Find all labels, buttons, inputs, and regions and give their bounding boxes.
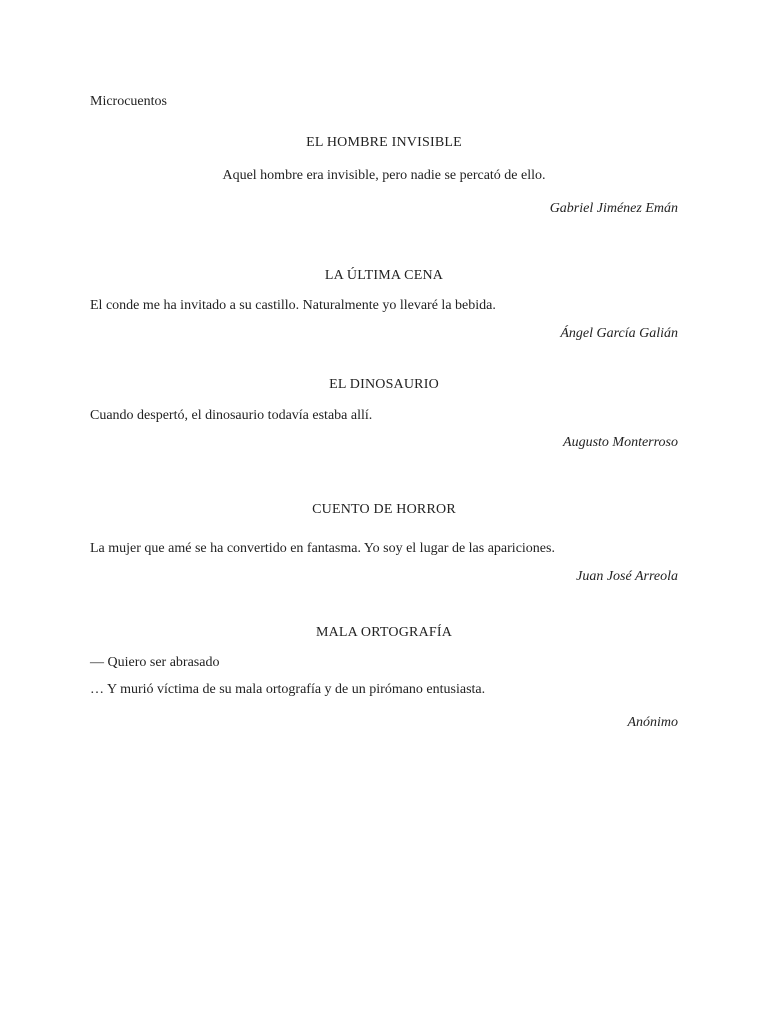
story-text: — Quiero ser abrasado — [90, 655, 220, 670]
story-author: Juan José Arreola — [576, 569, 678, 584]
story-author: Ángel García Galián — [560, 326, 678, 341]
story-title: CUENTO DE HORROR — [312, 502, 456, 517]
story-title: MALA ORTOGRAFÍA — [315, 625, 453, 640]
story-title: EL HOMBRE INVISIBLE — [306, 135, 462, 150]
story-text: El conde me ha invitado a su castillo. Naturalmente yo llevaré la bebida. — [90, 298, 496, 313]
story-author: Gabriel Jiménez Emán — [549, 201, 678, 216]
document-heading: Microcuentos — [90, 94, 167, 109]
story-title: EL DINOSAURIO — [329, 377, 439, 392]
story-text: … Y murió víctima de su mala ortografía y de un pirómano entusiasta. — [90, 682, 486, 697]
story-text: Aquel hombre era invisible, pero nadie se percató de ello. — [222, 168, 546, 183]
story-title: LA ÚLTIMA CENA — [324, 268, 444, 283]
story-text: La mujer que amé se ha convertido en fantasma. Yo soy el lugar de las apariciones. — [90, 541, 555, 556]
story-text: Cuando despertó, el dinosaurio todavía estaba allí. — [90, 408, 373, 423]
story-author: Augusto Monterroso — [563, 435, 678, 450]
story-author: Anónimo — [627, 715, 678, 730]
